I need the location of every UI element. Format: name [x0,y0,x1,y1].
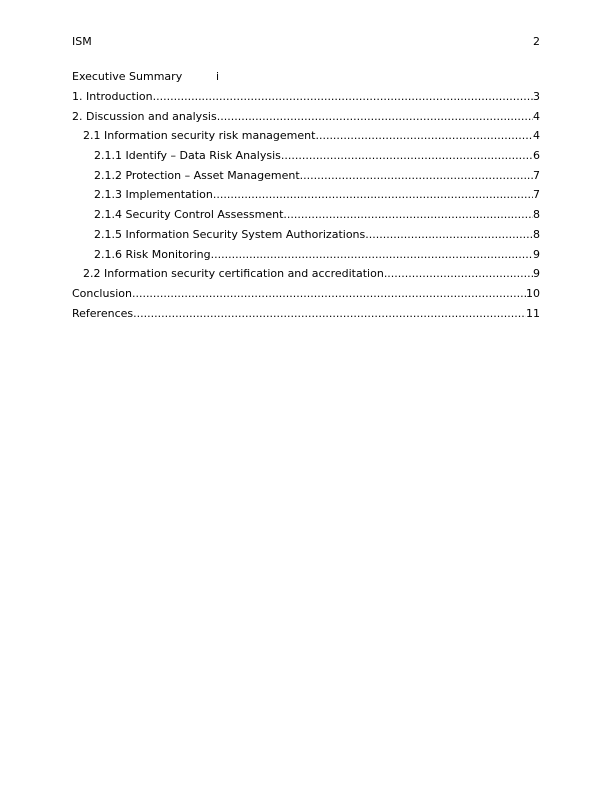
toc-dot-leader [281,149,533,163]
toc-entry-references[interactable] [72,307,540,327]
toc-entry-label: Conclusion [72,286,132,300]
toc-entry-implementation[interactable] [72,188,540,208]
toc-entry-discussion-and-analysis[interactable] [72,110,540,130]
toc-entry-page: 4 [533,129,540,143]
toc-entry-risk-management[interactable] [72,129,540,149]
toc-entry-label: 2.1.2 Protection – Asset Management [94,168,300,182]
toc-dot-leader [300,169,533,183]
toc-entry-page: 11 [526,306,540,320]
toc-entry-page: 9 [533,247,540,261]
toc-entry-label: 2.1.1 Identify – Data Risk Analysis [94,149,281,163]
toc-entry-label: References [72,306,134,320]
toc-entry-label: 2. Discussion and analysis [72,109,217,123]
toc-entry-label: 2.1.3 Implementation [94,188,213,202]
toc-entry-protection-asset-management[interactable] [72,169,540,189]
toc-dot-leader [365,228,533,242]
toc-dot-leader [153,90,533,104]
toc-entry-page: 9 [533,267,540,281]
toc-entry-label: 2.1 Information security risk management [83,129,316,143]
toc-entry-page: 3 [533,90,540,103]
toc-entry-risk-monitoring[interactable] [72,248,540,268]
toc-entry-page: 10 [526,286,540,300]
toc-entry-security-control-assessment[interactable] [72,208,540,228]
toc-entry-label: 2.1.4 Security Control Assessment [94,208,284,222]
toc-entry-label: 2.2 Information security certification and accreditation [83,267,384,281]
toc-entry-identify-data-risk-analysis[interactable] [72,149,540,169]
toc-entry-page: 4 [533,109,540,123]
toc-entry-page: 6 [533,149,540,163]
toc-entry-label: 2.1.6 Risk Monitoring [94,247,211,261]
toc-entry-executive-summary[interactable] [72,70,540,88]
toc-entry-system-authorizations[interactable] [72,228,540,248]
toc-dot-leader [283,208,533,222]
toc-entry-page: i [216,70,220,83]
toc-entry-label: Executive Summary [72,70,183,83]
toc-entry-page: 7 [533,188,540,202]
toc-entry-certification-and-accreditation[interactable] [72,267,540,287]
page-header [72,35,540,49]
toc-entry-label: 2.1.5 Information Security System Authorizations [94,227,366,241]
toc-dot-leader [384,267,533,281]
table-of-contents [72,70,540,326]
toc-dot-leader [132,287,526,301]
toc-entry-page: 8 [533,227,540,241]
running-head-title: ISM [72,35,92,48]
toc-entry-label: 1. Introduction [72,90,153,103]
toc-dot-leader [217,110,533,124]
toc-dot-leader [315,129,533,143]
toc-entry-page: 7 [533,168,540,182]
page-number: 2 [533,35,540,48]
toc-entry-page: 8 [533,208,540,222]
toc-dot-leader [213,188,533,202]
toc-entry-conclusion[interactable] [72,287,540,307]
toc-dot-leader [133,307,526,321]
toc-dot-leader [211,248,533,262]
toc-entry-introduction[interactable] [72,90,540,110]
